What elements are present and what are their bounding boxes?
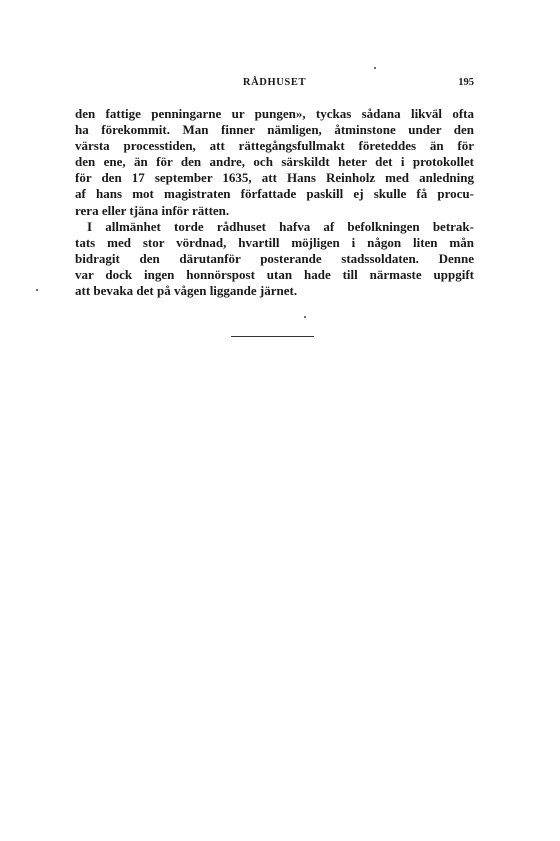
text-line: var dock ingen honnörspost utan hade till närmaste uppgift bbox=[75, 266, 474, 282]
text-line: rera eller tjäna inför rätten. bbox=[75, 202, 230, 218]
page-number: 195 bbox=[458, 77, 474, 88]
text-line: af hans mot magistraten författade paskill ej skulle få procu- bbox=[75, 186, 474, 202]
section-end-rule bbox=[231, 336, 314, 337]
text-line: den ene, än för den andre, och särskildt heter det i protokollet bbox=[75, 154, 474, 170]
text-line: att bevaka det på vågen liggande järnet. bbox=[75, 283, 298, 299]
print-speck bbox=[304, 316, 306, 318]
text-line: bidragit den därutanför posterande stadssoldaten. Denne bbox=[75, 250, 474, 266]
print-speck bbox=[374, 67, 376, 69]
paragraph-1 bbox=[75, 106, 474, 219]
body-text bbox=[75, 106, 474, 299]
text-line: ha förekommit. Man finner nämligen, åtminstone under den bbox=[75, 122, 474, 138]
text-line: I allmänhet torde rådhuset hafva af befolkningen betrak- bbox=[87, 218, 474, 234]
text-line: värsta processtiden, att rättegångsfullmakt företeddes än för bbox=[75, 138, 474, 154]
running-head bbox=[75, 77, 474, 93]
text-line: för den 17 september 1635, att Hans Reinholz med anledning bbox=[75, 170, 474, 186]
text-line: den fattige penningarne ur pungen», tyckas sådana likväl ofta bbox=[75, 106, 474, 121]
running-title: RÅDHUSET bbox=[242, 77, 307, 88]
print-speck bbox=[36, 289, 38, 291]
paragraph-2 bbox=[75, 219, 474, 299]
text-line: tats med stor vördnad, hvartill möjligen i någon liten mån bbox=[75, 234, 474, 250]
